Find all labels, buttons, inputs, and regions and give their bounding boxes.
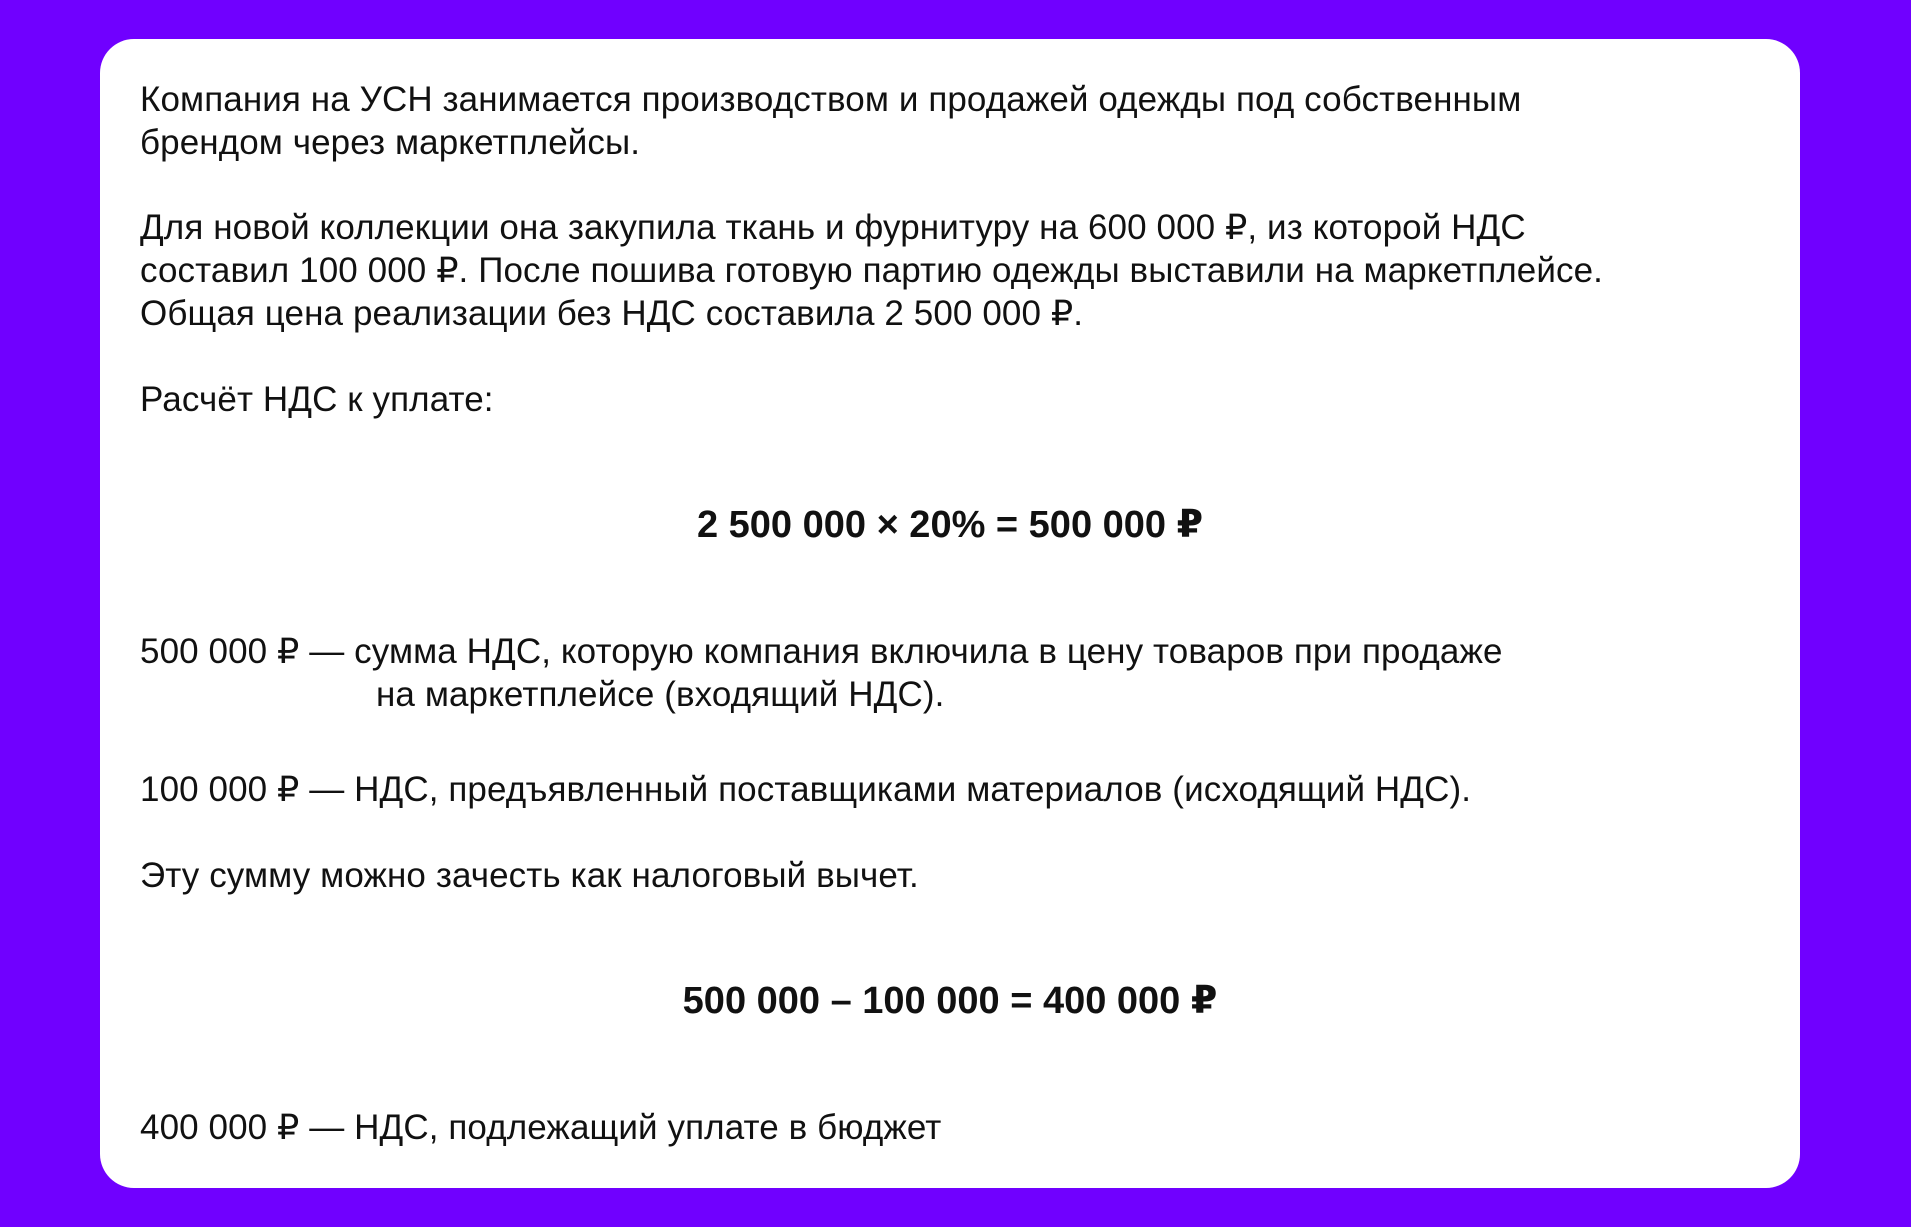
purchase-line-3: Общая цена реализации без НДС составила 2 500 000 ₽. <box>140 294 1084 333</box>
calc-heading: Расчёт НДС к уплате: <box>140 380 494 419</box>
deduction-note: Эту сумму можно зачесть как налоговый вычет. <box>140 856 919 895</box>
formula-vat-output: 2 500 000 × 20% = 500 000 ₽ <box>696 504 1204 546</box>
explain-output-line-1: 500 000 ₽ — сумма НДС, которую компания включила в цену товаров при продаже <box>140 632 1503 671</box>
intro-line-2: брендом через маркетплейсы. <box>140 123 641 162</box>
result-line: 400 000 ₽ — НДС, подлежащий уплате в бюджет <box>140 1108 942 1147</box>
explain-output-line-2: на маркетплейсе (входящий НДС). <box>376 675 945 714</box>
purchase-line-2: составил 100 000 ₽. После пошива готовую партию одежды выставили на маркетплейсе. <box>140 251 1603 290</box>
explain-input: 100 000 ₽ — НДС, предъявленный поставщиками материалов (исходящий НДС). <box>140 770 1472 809</box>
content-card <box>100 39 1800 1188</box>
purchase-line-1: Для новой коллекции она закупила ткань и фурнитуру на 600 000 ₽, из которой НДС <box>140 208 1526 247</box>
formula-vat-payable: 500 000 – 100 000 = 400 000 ₽ <box>682 980 1218 1022</box>
intro-line-1: Компания на УСН занимается производством и продажей одежды под собственным <box>140 80 1522 119</box>
